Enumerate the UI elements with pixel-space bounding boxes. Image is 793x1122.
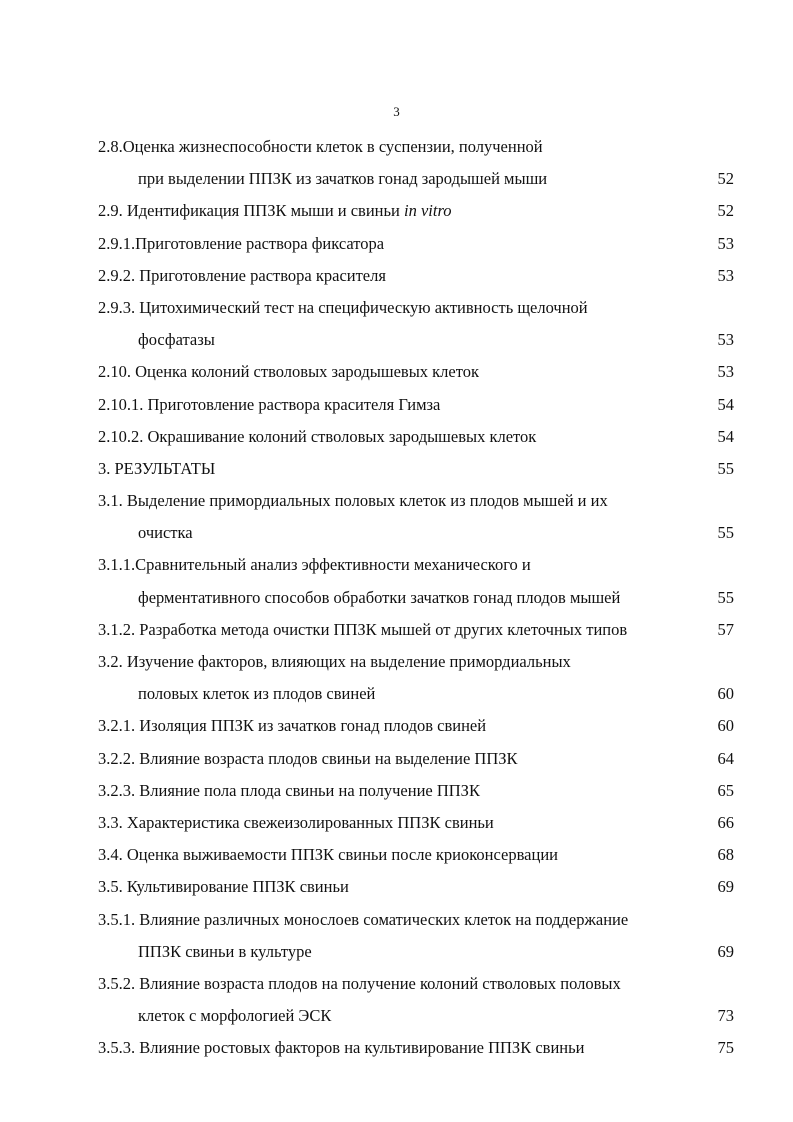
toc-line bbox=[98, 743, 740, 775]
toc-entry-page: 54 bbox=[717, 426, 734, 446]
table-of-contents bbox=[98, 131, 740, 1064]
toc-entry-text: 3. РЕЗУЛЬТАТЫ bbox=[98, 458, 216, 478]
toc-line bbox=[98, 131, 740, 163]
toc-line bbox=[98, 807, 740, 839]
toc-entry-text: 2.9.2. Приготовление раствора красителя bbox=[98, 265, 386, 285]
toc-entry-text: половых клеток из плодов свиней bbox=[138, 684, 376, 704]
toc-entry-page: 69 bbox=[717, 877, 734, 897]
toc-entry-text: 2.9. Идентификация ППЗК мыши и свиньи in vitro bbox=[98, 201, 452, 221]
toc-entry-text: 3.2. Изучение факторов, влияющих на выделение примордиальных bbox=[98, 652, 571, 671]
toc-line bbox=[98, 1032, 740, 1064]
toc-entry-text: 2.10.2. Окрашивание колоний стволовых зародышевых клеток bbox=[98, 426, 537, 446]
toc-entry-page: 68 bbox=[717, 845, 734, 865]
toc-entry-page: 55 bbox=[717, 587, 734, 607]
toc-line bbox=[98, 710, 740, 742]
toc-line bbox=[98, 549, 740, 581]
toc-entry-text: ферментативного способов обработки зачатков гонад плодов мышей bbox=[138, 587, 621, 607]
toc-line bbox=[98, 582, 740, 614]
toc-entry-text: 3.5. Культивирование ППЗК свиньи bbox=[98, 877, 349, 897]
toc-line bbox=[98, 646, 740, 678]
toc-entry-page: 53 bbox=[717, 330, 734, 350]
toc-line bbox=[98, 195, 740, 227]
toc-line bbox=[98, 614, 740, 646]
toc-line bbox=[98, 775, 740, 807]
toc-line bbox=[98, 517, 740, 549]
toc-entry-text: 3.2.2. Влияние возраста плодов свиньи на выделение ППЗК bbox=[98, 748, 518, 768]
toc-line bbox=[98, 228, 740, 260]
toc-entry-text: 3.4. Оценка выживаемости ППЗК свиньи после криоконсервации bbox=[98, 845, 558, 865]
toc-entry-page: 75 bbox=[717, 1038, 734, 1058]
toc-entry-text: 2.9.3. Цитохимический тест на специфическую активность щелочной bbox=[98, 297, 588, 317]
toc-line bbox=[98, 968, 740, 1000]
toc-entry-text: 3.5.3. Влияние ростовых факторов на культивирование ППЗК свиньи bbox=[98, 1038, 585, 1058]
toc-line bbox=[98, 453, 740, 485]
toc-line bbox=[98, 389, 740, 421]
toc-entry-page: 60 bbox=[717, 716, 734, 736]
toc-line bbox=[98, 260, 740, 292]
toc-entry-text: 3.3. Характеристика свежеизолированных ППЗК свиньи bbox=[98, 812, 494, 832]
toc-entry-page: 52 bbox=[717, 169, 734, 189]
toc-entry-text: 2.10.1. Приготовление раствора красителя Гимза bbox=[98, 394, 441, 414]
toc-entry-text: 2.10. Оценка колоний стволовых зародышевых клеток bbox=[98, 362, 479, 382]
toc-entry-text: 3.1. Выделение примордиальных половых клеток из плодов мышей и их bbox=[98, 491, 608, 511]
toc-entry-page: 55 bbox=[717, 458, 734, 478]
toc-line bbox=[98, 678, 740, 710]
toc-entry-text: 3.2.3. Влияние пола плода свиньи на получение ППЗК bbox=[98, 780, 480, 800]
toc-entry-text: очистка bbox=[138, 523, 193, 543]
page-number: 3 bbox=[393, 104, 400, 119]
toc-line bbox=[98, 1000, 740, 1032]
toc-entry-page: 53 bbox=[717, 265, 734, 285]
toc-entry-text: 3.5.1. Влияние различных монослоев соматических клеток на поддержание bbox=[98, 909, 629, 929]
toc-line bbox=[98, 936, 740, 968]
toc-line bbox=[98, 485, 740, 517]
toc-line bbox=[98, 904, 740, 936]
toc-entry-page: 64 bbox=[717, 748, 734, 768]
toc-entry-page: 55 bbox=[717, 523, 734, 543]
toc-entry-text: 3.1.2. Разработка метода очистки ППЗК мышей от других клеточных типов bbox=[98, 619, 628, 639]
toc-line bbox=[98, 421, 740, 453]
toc-entry-text: 2.8.Оценка жизнеспособности клеток в суспензии, полученной bbox=[98, 137, 543, 156]
toc-entry-page: 69 bbox=[717, 941, 734, 961]
toc-entry-text: клеток с морфологией ЭСК bbox=[138, 1006, 332, 1026]
toc-entry-text: фосфатазы bbox=[138, 330, 215, 350]
toc-entry-page: 54 bbox=[717, 394, 734, 414]
toc-line bbox=[98, 839, 740, 871]
toc-entry-text: 3.2.1. Изоляция ППЗК из зачатков гонад плодов свиней bbox=[98, 716, 487, 736]
toc-entry-page: 66 bbox=[717, 812, 734, 832]
toc-line bbox=[98, 324, 740, 356]
toc-entry-page: 65 bbox=[717, 780, 734, 800]
toc-entry-text: 2.9.1.Приготовление раствора фиксатора bbox=[98, 233, 385, 253]
toc-entry-page: 57 bbox=[717, 619, 734, 639]
toc-entry-page: 52 bbox=[717, 201, 734, 221]
toc-entry-text: 3.1.1.Сравнительный анализ эффективности механического и bbox=[98, 555, 531, 575]
toc-line bbox=[98, 871, 740, 903]
toc-entry-page: 53 bbox=[717, 362, 734, 382]
toc-entry-page: 73 bbox=[717, 1006, 734, 1026]
toc-entry-page: 60 bbox=[717, 684, 734, 704]
toc-entry-text: ППЗК свиньи в культуре bbox=[138, 941, 312, 961]
toc-entry-page: 53 bbox=[717, 233, 734, 253]
toc-line bbox=[98, 292, 740, 324]
toc-line bbox=[98, 356, 740, 388]
toc-entry-text: при выделении ППЗК из зачатков гонад зародышей мыши bbox=[138, 169, 548, 189]
toc-line bbox=[98, 163, 740, 195]
toc-entry-text: 3.5.2. Влияние возраста плодов на получение колоний стволовых половых bbox=[98, 973, 621, 993]
